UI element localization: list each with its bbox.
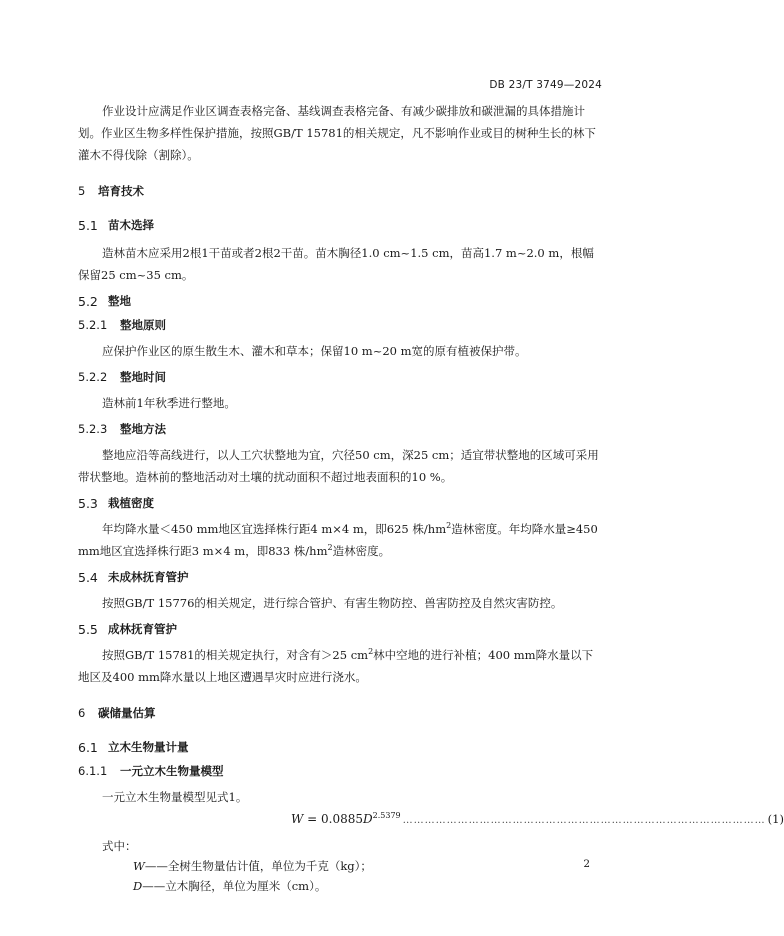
formula-exponent: 2.5379 [372, 811, 401, 820]
section-5-2-1-text: 应保护作业区的原生散生木、灌木和草本；保留10 m~20 m宽的原有植被保护带。 [102, 344, 527, 358]
text-run: 造林密度。年均降水量≥450 mm地区宜选择株行距3 m×4 m，即833 株/hm [78, 522, 598, 558]
page-content [78, 100, 784, 896]
section-number: 5.5 [78, 621, 98, 637]
definition-text: ——立木胸径，单位为厘米（cm）。 [142, 879, 327, 893]
section-5-2-3-text: 整地应沿等高线进行，以人工穴状整地为宜，穴径50 cm，深25 cm；适宜带状整地的区域可采用带状整地。造林前的整地活动对土壤的扰动面积不超过地表面积的10 %。 [78, 448, 599, 484]
superscript: 2 [327, 543, 333, 553]
page-number: 2 [583, 858, 590, 870]
section-5-5-heading [78, 618, 603, 640]
section-6-1-1-heading [78, 760, 603, 782]
formula-intro: 一元立木生物量模型见式1。 [102, 790, 248, 804]
section-5-2-2-heading [78, 366, 603, 388]
formula-variable: W [291, 812, 304, 826]
text-run: 按照GB/T 15781的相关规定执行，对含有＞25 cm [102, 648, 369, 662]
superscript: 2 [446, 521, 452, 531]
definition-w [78, 856, 603, 876]
section-title: 碳储量估算 [98, 706, 156, 720]
section-5-4-text: 按照GB/T 15776的相关规定，进行综合管护、有害生物防控、兽害防控及自然灾害防控。 [102, 596, 563, 610]
section-number: 6.1.1 [78, 764, 108, 778]
formula [291, 812, 401, 826]
section-title: 栽植密度 [108, 496, 154, 510]
text-run: 年均降水量＜450 mm地区宜选择株行距4 m×4 m，即625 株/hm [102, 522, 447, 536]
section-title: 整地原则 [120, 318, 166, 332]
equation-number: (1) [767, 812, 784, 826]
section-title: 成林抚育管护 [108, 622, 177, 636]
definition-d [78, 876, 603, 896]
section-number: 5.2 [78, 293, 98, 309]
formula-variable: D [363, 812, 373, 826]
section-number: 5.2.2 [78, 370, 108, 384]
section-5-2-3-heading [78, 418, 603, 440]
section-5-2-2-text: 造林前1年秋季进行整地。 [102, 396, 236, 410]
section-6-heading [78, 702, 603, 724]
section-title: 整地时间 [120, 370, 166, 384]
section-title: 整地 [108, 294, 131, 308]
section-number: 5.4 [78, 569, 98, 585]
section-5-5-text [78, 644, 603, 688]
symbol: W [133, 859, 145, 873]
section-title: 一元立木生物量模型 [120, 764, 224, 778]
section-number: 6 [78, 706, 86, 720]
section-number: 5.2.1 [78, 318, 108, 332]
intro-paragraph: 作业设计应满足作业区调查表格完备、基线调查表格完备、有减少碳排放和碳泄漏的具体措施计划。作业区生物多样性保护措施，按照GB/T 15781的相关规定，凡不影响作业或目的树种生长的林下灌木不得伐除（割除）。 [78, 104, 596, 162]
section-number: 6.1 [78, 739, 98, 755]
section-5-3-heading [78, 492, 603, 514]
section-title: 苗木选择 [108, 218, 154, 232]
section-5-1-text: 造林苗木应采用2根1干苗或者2根2干苗。苗木胸径1.0 cm~1.5 cm，苗高1.7 m~2.0 m，根幅保留25 cm~35 cm。 [78, 246, 594, 282]
where-label: 式中： [102, 839, 137, 853]
section-5-2-1-heading [78, 314, 603, 336]
section-title: 未成林抚育管护 [108, 570, 189, 584]
text-run: 林中空地的进行补植；400 mm降水量以下地区及400 mm降水量以上地区遭遇旱灾时应进行浇水。 [78, 648, 594, 684]
section-title: 立木生物量计量 [108, 740, 189, 754]
section-5-heading [78, 180, 603, 202]
section-number: 5.1 [78, 217, 98, 233]
section-title: 培育技术 [98, 184, 144, 198]
section-5-1-heading [78, 214, 603, 236]
document-code: DB 23/T 3749—2024 [489, 79, 602, 91]
section-title: 整地方法 [120, 422, 166, 436]
superscript: 2 [368, 647, 374, 657]
text-run: 造林密度。 [332, 544, 391, 558]
section-number: 5.2.3 [78, 422, 108, 436]
section-5-2-heading [78, 290, 603, 312]
section-6-1-heading [78, 736, 603, 758]
formula-line [78, 811, 784, 836]
definition-text: ——全树生物量估计值，单位为千克（kg）； [144, 859, 372, 873]
section-5-4-heading [78, 566, 603, 588]
symbol: D [133, 879, 143, 893]
formula-coefficient: = 0.0885 [303, 812, 364, 826]
section-number: 5.3 [78, 495, 98, 511]
dot-leader: ……………………………………………………………………………………… [402, 815, 766, 826]
section-5-3-text [78, 518, 603, 562]
section-number: 5 [78, 184, 86, 198]
